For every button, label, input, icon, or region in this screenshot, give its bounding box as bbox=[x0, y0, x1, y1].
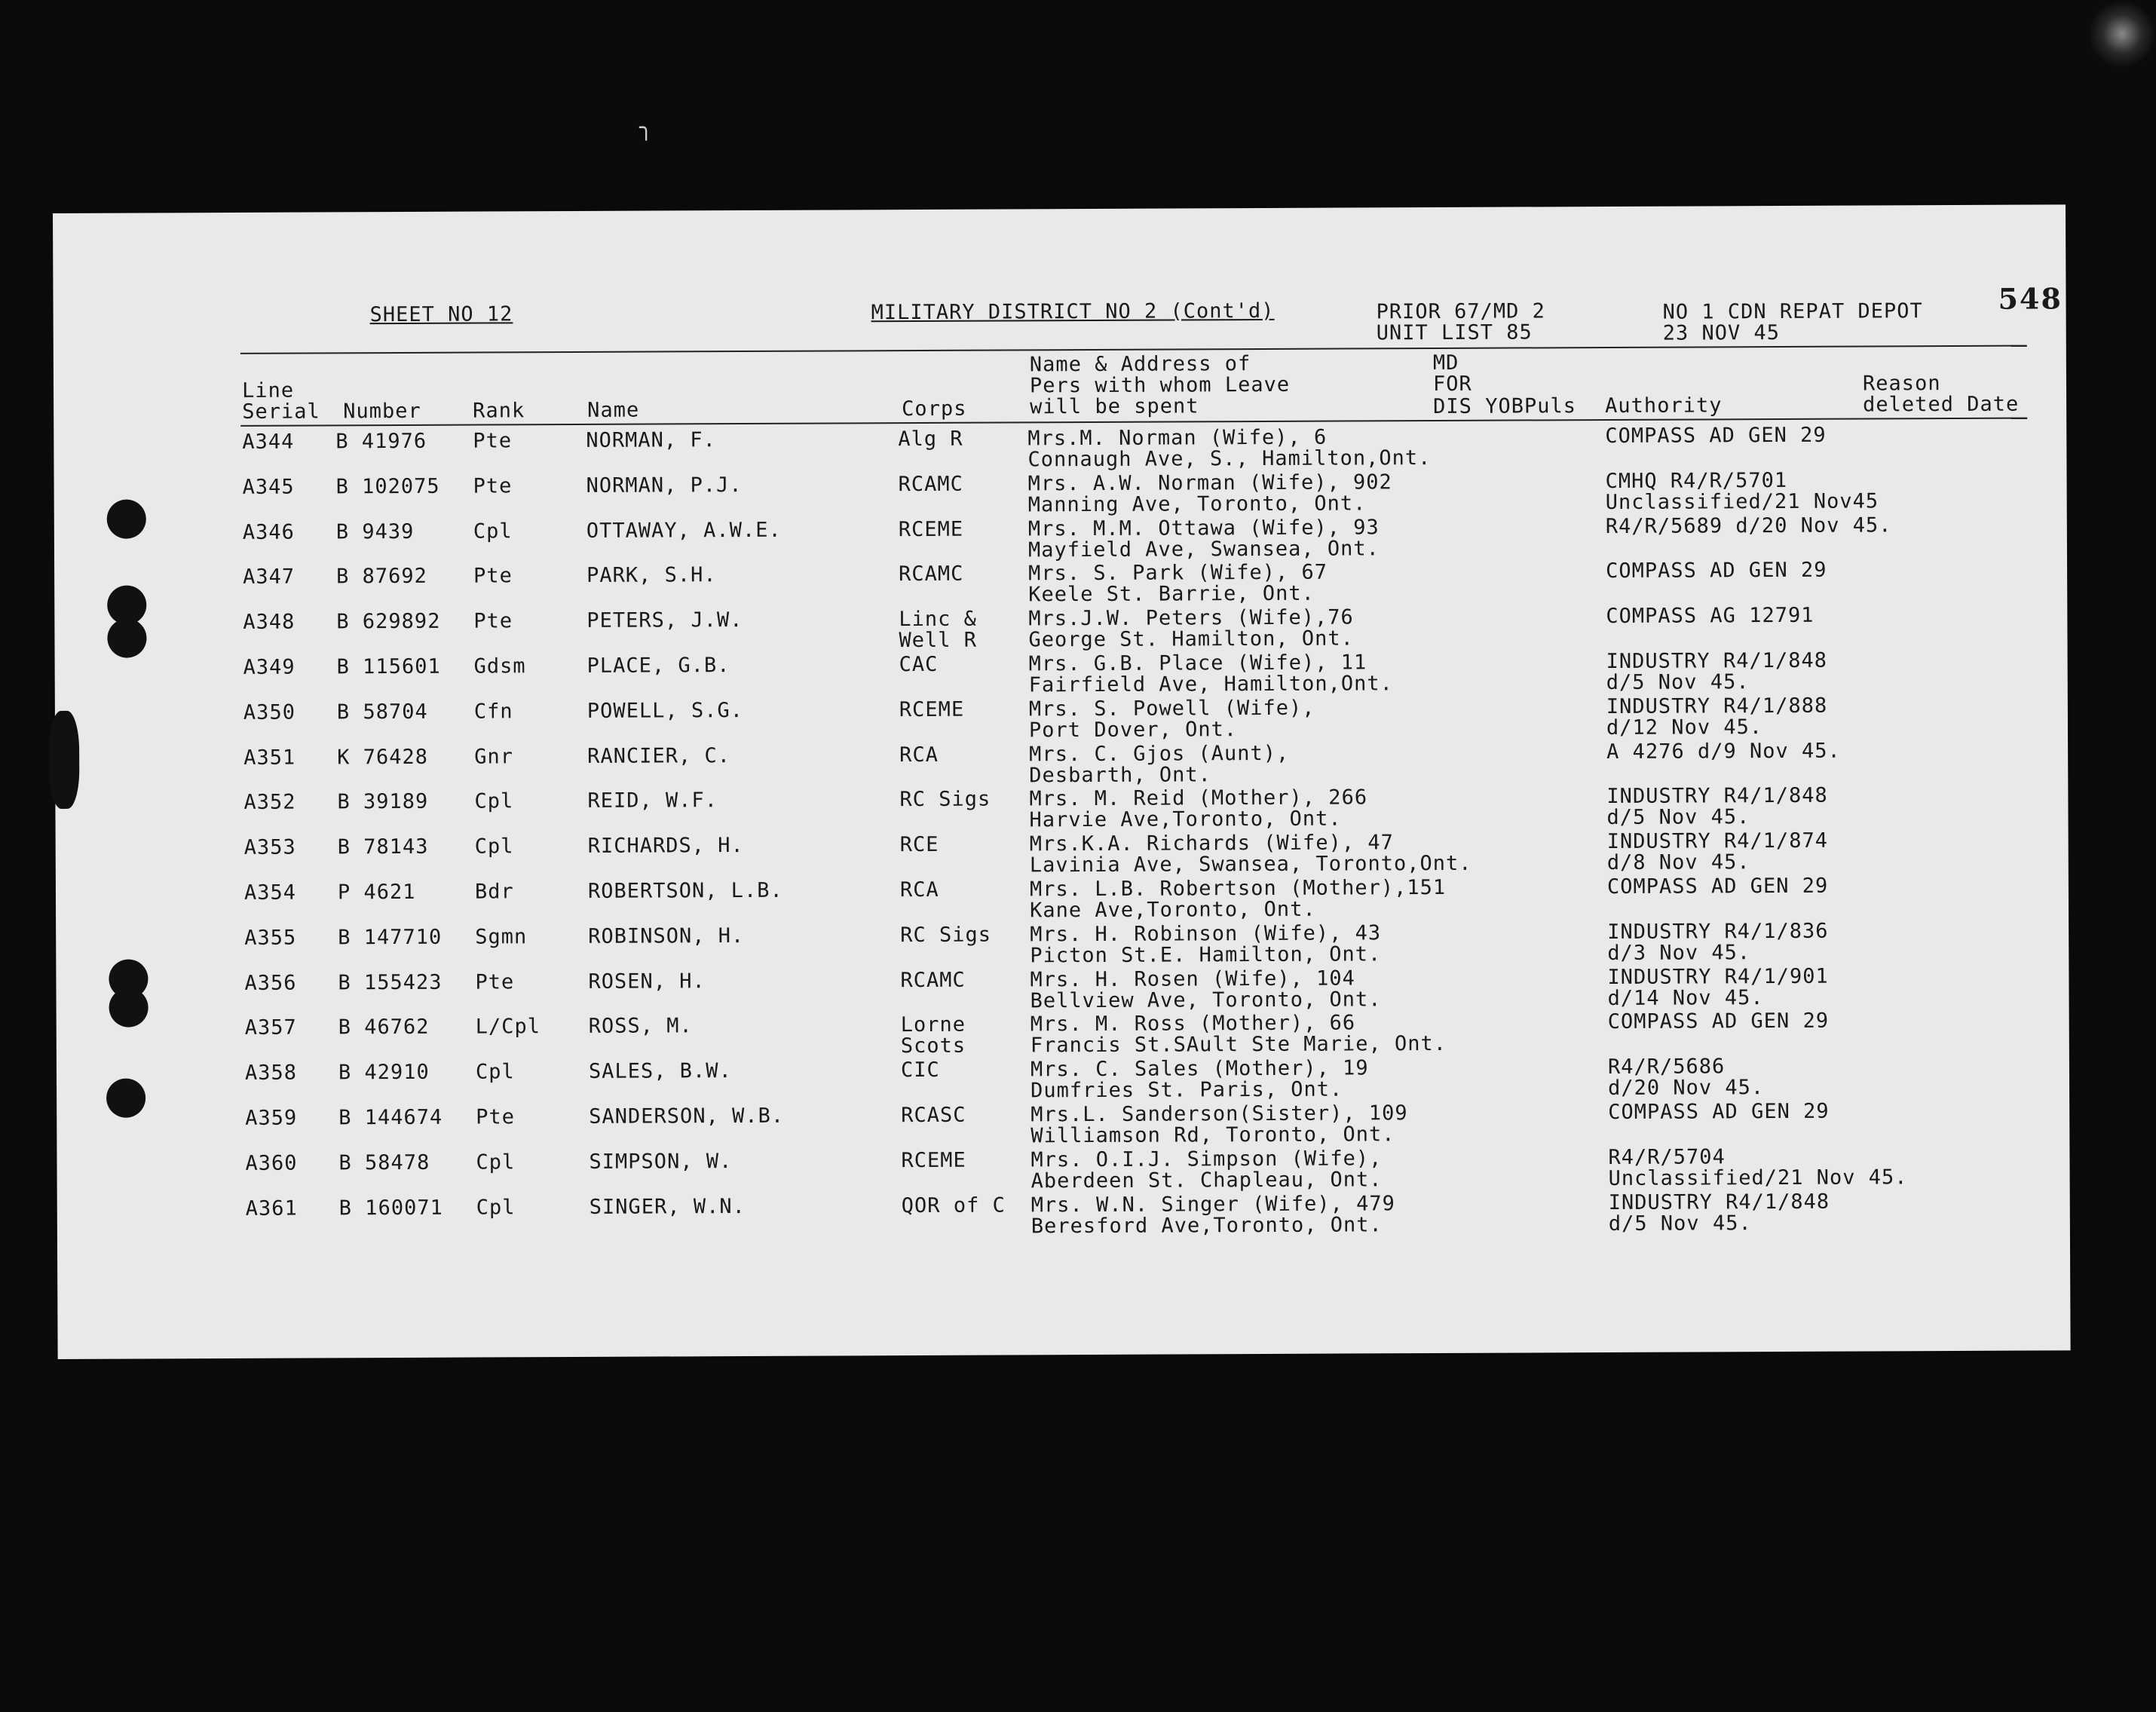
cell-auth1: COMPASS AG 12791 bbox=[1606, 603, 1815, 629]
cell-serial: A348 bbox=[243, 610, 296, 635]
col-line: Line bbox=[241, 378, 295, 403]
cell-rank: Bdr bbox=[474, 880, 514, 904]
cell-auth2: d/20 Nov 45. bbox=[1608, 1076, 1765, 1101]
cell-corps: RCA bbox=[899, 743, 939, 767]
cell-addr2: Kane Ave,Toronto, Ont. bbox=[1029, 897, 1316, 923]
page-number: 548 bbox=[1998, 281, 2063, 316]
stray-mark: ╮ bbox=[639, 115, 654, 141]
cell-auth1: INDUSTRY R4/1/901 bbox=[1607, 964, 1829, 989]
cell-corps2: Well R bbox=[899, 628, 978, 653]
cell-auth1: R4/R/5704 bbox=[1608, 1145, 1726, 1169]
cell-number: B 78143 bbox=[337, 835, 429, 859]
cell-addr2: Manning Ave, Toronto, Ont. bbox=[1027, 492, 1367, 517]
col-address-1: Name & Address of bbox=[1029, 352, 1251, 377]
camera-glare bbox=[2088, 0, 2156, 68]
cell-serial: A344 bbox=[242, 430, 295, 454]
cell-serial: A351 bbox=[243, 746, 296, 770]
cell-name: RICHARDS, H. bbox=[587, 834, 744, 859]
cell-auth1: INDUSTRY R4/1/848 bbox=[1606, 784, 1828, 809]
binder-hole bbox=[109, 988, 148, 1027]
cell-corps: RCEME bbox=[899, 697, 965, 721]
district-title: MILITARY DISTRICT NO 2 (Cont'd) bbox=[871, 299, 1275, 325]
cell-name: NORMAN, F. bbox=[586, 428, 716, 452]
cell-auth1: R4/R/5686 bbox=[1607, 1055, 1726, 1080]
cell-addr1: Mrs. H. Robinson (Wife), 43 bbox=[1030, 921, 1382, 947]
cell-addr1: Mrs. A.W. Norman (Wife), 902 bbox=[1027, 470, 1392, 496]
cell-addr2: Lavinia Ave, Swansea, Toronto,Ont. bbox=[1029, 851, 1472, 877]
cell-rank: Pte bbox=[473, 564, 513, 588]
col-md-3: DIS YOBPuls bbox=[1433, 394, 1577, 419]
cell-name: SANDERSON, W.B. bbox=[589, 1104, 785, 1129]
cell-name: ROBINSON, H. bbox=[588, 923, 745, 948]
col-authority: Authority bbox=[1605, 394, 1723, 418]
cell-number: K 76428 bbox=[337, 745, 429, 769]
cell-addr2: Bellview Ave, Toronto, Ont. bbox=[1030, 987, 1382, 1012]
cell-rank: Gnr bbox=[474, 744, 513, 769]
cell-name: SALES, B.W. bbox=[588, 1059, 732, 1084]
cell-addr1: Mrs. L.B. Robertson (Mother),151 bbox=[1029, 875, 1447, 902]
cell-serial: A360 bbox=[245, 1151, 298, 1175]
cell-number: B 102075 bbox=[335, 474, 440, 499]
cell-corps: RC Sigs bbox=[899, 787, 991, 812]
col-address-2: Pers with whom Leave bbox=[1029, 372, 1291, 398]
cell-serial: A349 bbox=[243, 655, 296, 679]
cell-serial: A350 bbox=[243, 700, 296, 724]
cell-name: OTTAWAY, A.W.E. bbox=[586, 518, 782, 543]
cell-serial: A357 bbox=[244, 1015, 297, 1040]
cell-name: PARK, S.H. bbox=[586, 563, 717, 588]
cell-addr2: Harvie Ave,Toronto, Ont. bbox=[1029, 807, 1342, 832]
cell-rank: Cpl bbox=[474, 789, 514, 813]
cell-serial: A359 bbox=[245, 1106, 298, 1130]
cell-rank: Sgmn bbox=[475, 925, 528, 949]
cell-addr2: Picton St.E. Hamilton, Ont. bbox=[1030, 942, 1382, 968]
cell-serial: A347 bbox=[243, 565, 296, 590]
cell-serial: A361 bbox=[245, 1196, 298, 1220]
cell-addr2: Desbarth, Ont. bbox=[1029, 762, 1211, 787]
cell-corps: RCE bbox=[899, 833, 939, 857]
cell-number: B 39189 bbox=[337, 790, 429, 814]
cell-addr1: Mrs. S. Park (Wife), 67 bbox=[1028, 561, 1328, 586]
depot-label: NO 1 CDN REPAT DEPOT bbox=[1662, 299, 1923, 324]
cell-name: NORMAN, P.J. bbox=[586, 473, 743, 498]
cell-serial: A353 bbox=[243, 835, 296, 860]
col-name: Name bbox=[587, 398, 640, 422]
cell-corps: RCEME bbox=[901, 1148, 966, 1172]
cell-addr2: Francis St.SAult Ste Marie, Ont. bbox=[1030, 1032, 1447, 1058]
binder-hole bbox=[107, 618, 146, 657]
cell-number: B 9439 bbox=[335, 519, 415, 544]
cell-name: ROSS, M. bbox=[588, 1014, 693, 1039]
cell-corps: CIC bbox=[900, 1058, 940, 1083]
cell-addr1: Mrs. O.I.J. Simpson (Wife), bbox=[1031, 1147, 1383, 1172]
cell-auth1: INDUSTRY R4/1/848 bbox=[1608, 1190, 1830, 1214]
cell-number: B 87692 bbox=[336, 565, 427, 589]
cell-rank: Cpl bbox=[474, 835, 514, 859]
cell-rank: Cpl bbox=[476, 1150, 516, 1175]
cell-addr1: Mrs.K.A. Richards (Wife), 47 bbox=[1029, 831, 1394, 856]
cell-auth2: d/12 Nov 45. bbox=[1606, 715, 1763, 740]
cell-addr1: Mrs. C. Gjos (Aunt), bbox=[1029, 741, 1290, 766]
cell-serial: A354 bbox=[243, 881, 297, 905]
cell-auth1: INDUSTRY R4/1/848 bbox=[1606, 648, 1828, 674]
cell-corps: RCASC bbox=[901, 1103, 966, 1128]
cell-number: P 4621 bbox=[337, 880, 416, 905]
cell-addr2: Port Dover, Ont. bbox=[1028, 717, 1238, 743]
cell-addr2: Beresford Ave,Toronto, Ont. bbox=[1031, 1212, 1383, 1238]
col-md-2: FOR bbox=[1432, 372, 1472, 397]
cell-number: B 58704 bbox=[336, 700, 428, 724]
col-serial: Serial bbox=[242, 400, 320, 424]
cell-number: B 115601 bbox=[336, 654, 441, 679]
cell-rank: Pte bbox=[475, 969, 515, 994]
cell-auth1: A 4276 d/9 Nov 45. bbox=[1606, 739, 1841, 764]
cell-addr1: Mrs. G.B. Place (Wife), 11 bbox=[1028, 651, 1367, 676]
cell-addr1: Mrs. W.N. Singer (Wife), 479 bbox=[1031, 1191, 1395, 1217]
cell-auth2: d/8 Nov 45. bbox=[1606, 850, 1750, 875]
cell-serial: A345 bbox=[242, 475, 295, 499]
cell-auth2: d/14 Nov 45. bbox=[1607, 985, 1764, 1010]
cell-name: SIMPSON, W. bbox=[589, 1149, 733, 1174]
cell-auth2: Unclassified/21 Nov45 bbox=[1605, 489, 1879, 514]
cell-auth1: INDUSTRY R4/1/874 bbox=[1606, 828, 1829, 854]
cell-number: B 144674 bbox=[338, 1105, 443, 1130]
cell-number: B 42910 bbox=[338, 1061, 430, 1085]
cell-corps: RCAMC bbox=[900, 968, 966, 992]
cell-serial: A355 bbox=[244, 926, 297, 950]
cell-rank: Pte bbox=[473, 429, 513, 453]
col-rank: Rank bbox=[473, 399, 525, 423]
cell-addr2: Williamson Rd, Toronto, Ont. bbox=[1031, 1122, 1395, 1148]
cell-auth1: CMHQ R4/R/5701 bbox=[1605, 468, 1788, 493]
binder-hole bbox=[106, 1078, 145, 1117]
binder-hole bbox=[107, 499, 146, 538]
cell-number: B 160071 bbox=[338, 1196, 443, 1220]
cell-number: B 46762 bbox=[338, 1015, 430, 1040]
col-md-1: MD bbox=[1432, 351, 1459, 375]
cell-rank: Cpl bbox=[476, 1195, 516, 1220]
header-date: 23 NOV 45 bbox=[1662, 321, 1781, 345]
cell-number: B 58478 bbox=[338, 1150, 430, 1175]
cell-addr1: Mrs. S. Powell (Wife), bbox=[1028, 696, 1315, 721]
cell-rank: Cfn bbox=[473, 700, 513, 724]
cell-addr1: Mrs. M. Reid (Mother), 266 bbox=[1029, 786, 1368, 811]
cell-corps2: Scots bbox=[900, 1034, 966, 1058]
cell-corps: RCEME bbox=[898, 517, 964, 541]
cell-corps: Lorne bbox=[900, 1013, 966, 1037]
col-address-3: will be spent bbox=[1030, 394, 1199, 419]
cell-rank: Cpl bbox=[473, 519, 513, 544]
cell-corps: Linc & bbox=[899, 607, 977, 632]
col-corps: Corps bbox=[902, 397, 967, 421]
cell-corps: RCAMC bbox=[898, 472, 963, 496]
cell-addr1: Mrs. M.M. Ottawa (Wife), 93 bbox=[1027, 515, 1380, 541]
cell-rank: Pte bbox=[473, 474, 513, 498]
cell-auth1: COMPASS AD GEN 29 bbox=[1607, 1009, 1830, 1034]
cell-addr2: George St. Hamilton, Ont. bbox=[1028, 626, 1354, 652]
cell-name: POWELL, S.G. bbox=[586, 698, 744, 723]
cell-rank: Pte bbox=[476, 1105, 516, 1129]
cell-serial: A356 bbox=[244, 971, 297, 995]
cell-addr1: Mrs. H. Rosen (Wife), 104 bbox=[1030, 966, 1355, 991]
edge-stain bbox=[51, 771, 76, 801]
sheet-number: SHEET NO 12 bbox=[369, 302, 513, 327]
cell-corps: RCA bbox=[899, 877, 939, 902]
cell-addr1: Mrs.J.W. Peters (Wife),76 bbox=[1028, 605, 1354, 631]
cell-auth1: INDUSTRY R4/1/836 bbox=[1607, 919, 1829, 944]
col-reason-2: deleted Date bbox=[1863, 392, 2020, 417]
cell-number: B 155423 bbox=[338, 970, 443, 994]
cell-name: ROSEN, H. bbox=[588, 969, 706, 994]
cell-rank: L/Cpl bbox=[475, 1015, 541, 1039]
cell-serial: A352 bbox=[243, 790, 296, 815]
cell-corps: Alg R bbox=[898, 427, 963, 452]
cell-auth1: COMPASS AD GEN 29 bbox=[1606, 874, 1829, 899]
cell-addr1: Mrs. M. Ross (Mother), 66 bbox=[1030, 1011, 1356, 1037]
col-number: Number bbox=[343, 399, 421, 424]
cell-corps: RC Sigs bbox=[900, 923, 992, 947]
cell-serial: A346 bbox=[242, 520, 295, 544]
cell-serial: A358 bbox=[244, 1061, 298, 1086]
cell-number: B 147710 bbox=[338, 925, 443, 950]
cell-auth1: COMPASS AD GEN 29 bbox=[1608, 1099, 1830, 1125]
cell-number: B 629892 bbox=[336, 609, 441, 634]
col-reason-1: Reason bbox=[1862, 372, 1941, 396]
cell-auth1: COMPASS AD GEN 29 bbox=[1605, 423, 1827, 449]
cell-auth2: Unclassified/21 Nov 45. bbox=[1608, 1165, 1908, 1190]
cell-corps: QOR of C bbox=[901, 1193, 1006, 1217]
cell-name: RANCIER, C. bbox=[587, 743, 731, 768]
cell-rank: Pte bbox=[473, 609, 513, 633]
cell-addr2: Keele St. Barrie, Ont. bbox=[1028, 582, 1315, 607]
cell-addr1: Mrs.L. Sanderson(Sister), 109 bbox=[1031, 1101, 1408, 1127]
cell-auth2: d/5 Nov 45. bbox=[1608, 1211, 1752, 1236]
cell-auth2: d/3 Nov 45. bbox=[1607, 940, 1751, 965]
cell-auth2: d/5 Nov 45. bbox=[1606, 805, 1750, 830]
cell-addr2: Connaugh Ave, S., Hamilton,Ont. bbox=[1027, 446, 1432, 472]
cell-name: REID, W.F. bbox=[587, 789, 718, 813]
cell-rank: Cpl bbox=[475, 1060, 515, 1084]
cell-rank: Gdsm bbox=[473, 654, 526, 678]
cell-addr2: Dumfries St. Paris, Ont. bbox=[1031, 1077, 1343, 1103]
cell-auth1: INDUSTRY R4/1/888 bbox=[1606, 694, 1828, 718]
cell-addr2: Mayfield Ave, Swansea, Ont. bbox=[1027, 536, 1380, 562]
cell-addr1: Mrs.M. Norman (Wife), 6 bbox=[1027, 425, 1328, 451]
cell-name: ROBERTSON, L.B. bbox=[587, 878, 783, 903]
prior-label: PRIOR 67/MD 2 bbox=[1376, 299, 1545, 324]
cell-name: PLACE, G.B. bbox=[586, 654, 730, 678]
cell-corps: RCAMC bbox=[899, 562, 964, 586]
cell-addr1: Mrs. C. Sales (Mother), 19 bbox=[1030, 1056, 1369, 1082]
cell-corps: CAC bbox=[899, 652, 939, 677]
cell-addr2: Aberdeen St. Chapleau, Ont. bbox=[1031, 1168, 1383, 1193]
cell-number: B 41976 bbox=[335, 429, 427, 454]
cell-auth1: COMPASS AD GEN 29 bbox=[1606, 559, 1827, 583]
document-sheet bbox=[53, 204, 2071, 1359]
cell-auth2: d/5 Nov 45. bbox=[1606, 670, 1750, 695]
cell-auth1: R4/R/5689 d/20 Nov 45. bbox=[1605, 513, 1892, 538]
cell-addr2: Fairfield Ave, Hamilton,Ont. bbox=[1028, 672, 1393, 697]
cell-name: SINGER, W.N. bbox=[589, 1194, 746, 1219]
unit-list-label: UNIT LIST 85 bbox=[1376, 320, 1533, 345]
cell-name: PETERS, J.W. bbox=[586, 608, 743, 633]
